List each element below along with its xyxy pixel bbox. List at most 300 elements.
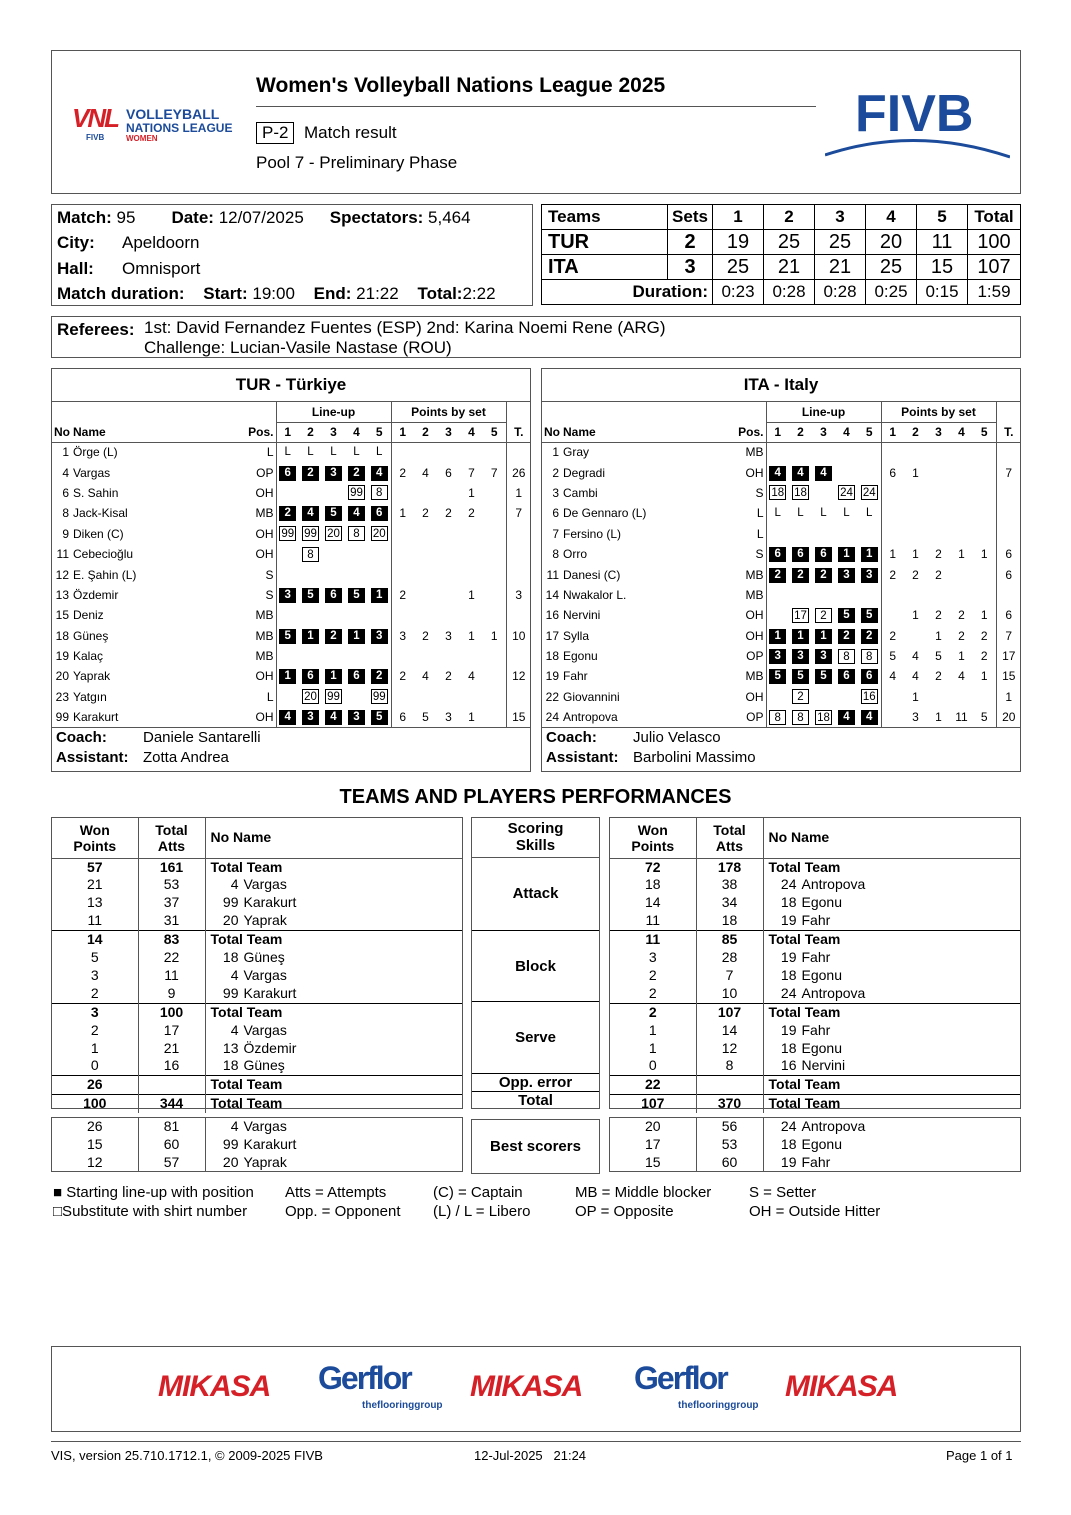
lineup-cell — [368, 462, 391, 482]
player-name: Güneş — [243, 949, 285, 966]
player-name: Antropova — [801, 876, 866, 893]
footer-rule — [51, 1441, 1021, 1442]
points-by-set: 2 — [935, 547, 942, 562]
points-by-set — [927, 585, 950, 605]
lineup-cell — [368, 585, 391, 605]
set-score: 21 — [815, 255, 866, 280]
player-position: OH — [255, 526, 274, 541]
total-time: 2:22 — [462, 284, 496, 303]
player-stat-row — [52, 1057, 462, 1075]
player-total-points — [506, 544, 531, 564]
player-total-points — [506, 646, 531, 666]
set-score: 21 — [764, 255, 815, 280]
match-duration — [57, 284, 496, 304]
won-points: 1 — [610, 1040, 696, 1058]
lineup-cell — [812, 646, 835, 666]
roster-content — [541, 368, 1021, 768]
lineup-cell — [766, 524, 789, 544]
substitute-number: 2 — [815, 608, 832, 623]
player-number: 18 — [545, 649, 559, 664]
won-points: 107 — [610, 1095, 696, 1113]
points-by-set — [904, 524, 927, 544]
player-number: 99 — [55, 710, 69, 725]
lineup-cell — [766, 646, 789, 666]
starting-position: 2 — [861, 629, 878, 644]
fivb-logo — [825, 85, 1010, 160]
lineup-cell — [322, 564, 345, 584]
player-ref — [205, 1136, 462, 1154]
won-points: 3 — [610, 949, 696, 967]
starting-position: 3 — [279, 588, 296, 603]
points-by-set: 2 — [422, 506, 429, 521]
points-by-set — [881, 707, 904, 727]
total-atts: 18 — [696, 912, 763, 930]
roster-col-headers — [541, 422, 1021, 442]
performance-header — [52, 818, 462, 858]
team-total-row — [610, 931, 1020, 949]
player-row — [51, 524, 531, 544]
footer-version: VIS, version 25.710.1712.1, © 2009-2025 FIVB — [51, 1448, 323, 1463]
total-atts: 38 — [696, 876, 763, 894]
col-total: T. — [996, 422, 1021, 442]
assistant-label: Assistant: — [546, 749, 619, 767]
total-atts: 60 — [696, 1154, 763, 1172]
player-number: 18 — [55, 628, 69, 643]
lineup-cell — [835, 544, 858, 564]
lineup-cell — [789, 666, 812, 686]
points-by-set — [460, 564, 483, 584]
no-name-header: No Name — [205, 818, 462, 858]
points-by-set — [927, 503, 950, 523]
player-position: L — [756, 526, 764, 541]
lineup-cell — [789, 585, 812, 605]
gerflor-tagline: theflooringgroup — [362, 1400, 443, 1411]
lineup-cell — [858, 544, 881, 564]
player-number: 24 — [780, 876, 797, 893]
player-position: OH — [255, 669, 274, 684]
substitute-number: 24 — [838, 485, 855, 500]
starting-position: 6 — [792, 547, 809, 562]
score-header-teams: Teams — [542, 205, 668, 230]
player-name: Total Team — [210, 1095, 283, 1112]
player-name: Sylla — [563, 628, 590, 643]
points-by-set — [927, 687, 950, 707]
doc-type: Match result — [304, 123, 397, 142]
player-name: Nwakalor L. — [563, 587, 627, 602]
substitute-number: 2 — [792, 689, 809, 704]
total-atts: 100 — [138, 1003, 205, 1021]
starting-position: 2 — [325, 629, 342, 644]
points-by-set — [927, 483, 950, 503]
starting-position: 2 — [792, 568, 809, 583]
player-position: L — [266, 689, 274, 704]
starting-position: 4 — [815, 466, 832, 481]
lineup-cell — [345, 483, 368, 503]
points-by-set — [950, 687, 973, 707]
lineup-cell — [276, 687, 299, 707]
player-name: Total Team — [768, 858, 841, 875]
gerflor-tagline: theflooringgroup — [678, 1400, 759, 1411]
libero-mark: L — [284, 446, 291, 459]
best-scorer-row — [52, 1154, 462, 1172]
player-name: Total Team — [768, 1095, 841, 1112]
col-points-set: 2 — [904, 422, 927, 442]
points-by-set: 3 — [391, 626, 414, 646]
points-by-set: 2 — [391, 666, 414, 686]
starting-position: 1 — [325, 669, 342, 684]
won-points: 15 — [52, 1136, 138, 1154]
player-number: 4 — [230, 1118, 239, 1134]
points-by-set — [881, 483, 904, 503]
lineup-cell — [835, 605, 858, 625]
points-by-set: 5 — [935, 649, 942, 664]
player-total-points: 26 — [506, 462, 531, 482]
player-number: 19 — [55, 649, 69, 664]
lineup-cell — [368, 666, 391, 686]
won-points: 13 — [52, 894, 138, 912]
total-label: Total: — [417, 284, 463, 303]
team-total-row — [52, 1076, 462, 1095]
lineup-cell — [835, 462, 858, 482]
won-points: 18 — [610, 876, 696, 894]
points-by-set: 5 — [422, 710, 429, 725]
points-header: Points by set — [391, 402, 506, 422]
lineup-cell — [345, 687, 368, 707]
points-by-set — [414, 442, 437, 462]
player-ref — [763, 876, 1020, 894]
player-stat-row — [52, 949, 462, 967]
scoring-label: Scoring — [507, 820, 564, 837]
player-row — [541, 687, 1021, 707]
lineup-cell — [835, 707, 858, 727]
set-score: 25 — [866, 255, 917, 280]
points-by-set: 5 — [881, 646, 904, 666]
starting-position: 4 — [838, 710, 855, 725]
substitute-number: 16 — [861, 689, 878, 704]
points-by-set: 4 — [958, 669, 965, 684]
player-number: 4 — [230, 966, 239, 983]
skill-label: Opp. error — [472, 1073, 599, 1091]
substitute-number: 20 — [302, 689, 319, 704]
player-number: 13 — [55, 587, 69, 602]
points-by-set: 6 — [391, 707, 414, 727]
player-name: Karakurt — [243, 1135, 297, 1152]
col-points-set: 5 — [483, 422, 506, 442]
lineup-cell — [789, 687, 812, 707]
player-position: OH — [255, 485, 274, 500]
won-points: 2 — [610, 967, 696, 985]
lineup-cell — [766, 544, 789, 564]
lineup-cell — [812, 462, 835, 482]
player-number: 8 — [552, 547, 559, 562]
player-row — [51, 626, 531, 646]
legend-item: OH = Outside Hitter — [749, 1203, 881, 1220]
player-name: Özdemir — [73, 587, 119, 602]
player-number: 1 — [62, 445, 69, 460]
player-position: MB — [745, 445, 764, 460]
total-atts: 56 — [696, 1118, 763, 1136]
player-number: 11 — [546, 567, 559, 582]
points-by-set: 1 — [881, 544, 904, 564]
player-name: Örge (L) — [73, 445, 118, 460]
team-code: ITA — [542, 255, 668, 280]
player-name: Degradi — [563, 465, 606, 480]
player-position: OH — [255, 547, 274, 562]
player-number: 4 — [230, 876, 239, 893]
set-duration: 0:28 — [815, 280, 866, 305]
set-score: 25 — [764, 230, 815, 255]
player-number: 8 — [62, 506, 69, 521]
lineup-cell — [835, 483, 858, 503]
total-atts: 178 — [696, 858, 763, 876]
match-date: 12/07/2025 — [218, 207, 304, 227]
player-ref — [763, 1022, 1020, 1040]
player-row — [541, 462, 1021, 482]
points-by-set: 1 — [980, 669, 988, 684]
total-atts: 34 — [696, 894, 763, 912]
lineup-cell — [766, 483, 789, 503]
points-by-set — [460, 544, 483, 564]
player-position: OP — [746, 649, 764, 664]
points-by-set — [437, 605, 460, 625]
lineup-cell — [345, 462, 368, 482]
player-number: 99 — [222, 1135, 239, 1152]
starting-position: 2 — [838, 629, 855, 644]
page-title: Women's Volleyball Nations League 2025 — [256, 74, 666, 97]
points-by-set — [483, 544, 506, 564]
libero-mark: L — [353, 446, 360, 459]
lineup-cell — [812, 626, 835, 646]
lineup-cell — [322, 442, 345, 462]
player-name: Vargas — [243, 966, 287, 983]
lineup-cell — [368, 503, 391, 523]
legend-item: ■ Starting line-up with position — [53, 1184, 254, 1201]
starting-position: 4 — [371, 466, 388, 481]
coach-row — [546, 728, 1021, 748]
points-by-set: 4 — [468, 669, 475, 684]
lineup-cell — [276, 585, 299, 605]
points-by-set: 1 — [468, 628, 475, 643]
starting-position: 6 — [371, 506, 388, 521]
total-atts: 53 — [696, 1136, 763, 1154]
player-ref — [205, 985, 462, 1003]
total-duration: 1:59 — [968, 280, 1021, 305]
points-by-set: 1 — [912, 465, 919, 480]
player-number: 2 — [552, 465, 559, 480]
substitute-number: 99 — [279, 526, 296, 541]
libero-mark: L — [774, 507, 781, 520]
set-duration: 0:25 — [866, 280, 917, 305]
points-label: Points — [631, 837, 675, 854]
player-number: 20 — [222, 912, 239, 929]
starting-position: 5 — [279, 629, 296, 644]
player-ref — [763, 949, 1020, 967]
starting-position: 4 — [302, 506, 319, 521]
points-by-set — [973, 442, 996, 462]
points-by-set: 4 — [422, 465, 429, 480]
lineup-cell — [345, 646, 368, 666]
player-row — [541, 503, 1021, 523]
points-by-set: 1 — [468, 710, 475, 725]
player-name: De Gennaro (L) — [563, 506, 647, 521]
player-name: Vargas — [243, 876, 287, 893]
lineup-cell — [299, 646, 322, 666]
player-stat-row — [610, 894, 1020, 912]
points-by-set — [437, 687, 460, 707]
lineup-cell — [858, 503, 881, 523]
player-name: Total Team — [768, 931, 841, 948]
points-by-set — [437, 564, 460, 584]
points-by-set — [391, 524, 414, 544]
starting-position: 1 — [815, 629, 832, 644]
player-name: Giovannini — [563, 689, 620, 704]
player-ref — [763, 894, 1020, 912]
points-by-set — [391, 544, 414, 564]
best-scorers-right — [609, 1117, 1021, 1172]
col-lineup-set: 4 — [835, 422, 858, 442]
player-name: Egonu — [801, 966, 842, 983]
lineup-cell — [368, 544, 391, 564]
points-by-set — [950, 503, 973, 523]
substitute-number: 8 — [769, 710, 786, 725]
points-by-set: 1 — [980, 547, 988, 562]
player-row — [51, 564, 531, 584]
skill-label: Block — [472, 930, 599, 1002]
player-number: 18 — [780, 894, 797, 911]
lineup-cell — [299, 605, 322, 625]
player-total-points — [996, 503, 1021, 523]
player-name: Antropova — [563, 710, 618, 725]
gerflor-logo: Gerflor — [634, 1360, 727, 1396]
col-points-set: 4 — [950, 422, 973, 442]
total-atts: 37 — [138, 894, 205, 912]
substitute-number: 8 — [792, 710, 809, 725]
lineup-cell — [276, 462, 299, 482]
lineup-cell — [812, 666, 835, 686]
lineup-cell — [299, 442, 322, 462]
lineup-cell — [276, 646, 299, 666]
starting-position: 3 — [348, 710, 365, 725]
no-name-header: No Name — [763, 818, 1020, 858]
lineup-cell — [812, 483, 835, 503]
team-title: TUR - Türkiye — [51, 368, 531, 402]
total-atts: 83 — [138, 931, 205, 949]
libero-mark: L — [866, 507, 873, 520]
team-total-row — [52, 931, 462, 949]
points-by-set — [881, 605, 904, 625]
points-by-set: 7 — [468, 465, 475, 480]
points-by-set — [460, 524, 483, 544]
duration-row — [542, 280, 1021, 305]
set-score: 25 — [713, 255, 764, 280]
lineup-cell — [299, 626, 322, 646]
won-points: 15 — [610, 1154, 696, 1172]
points-by-set: 2 — [935, 608, 942, 623]
performance-rows — [52, 818, 462, 1113]
team-total-row — [52, 858, 462, 876]
player-total-points: 10 — [506, 626, 531, 646]
player-row — [541, 585, 1021, 605]
player-number: 4 — [230, 1021, 239, 1038]
player-stat-row — [52, 876, 462, 894]
lineup-cell — [322, 585, 345, 605]
lineup-cell — [322, 544, 345, 564]
lineup-cell — [299, 544, 322, 564]
fivb-logo-text: FIVB — [855, 85, 974, 143]
points-by-set — [414, 687, 437, 707]
player-total-points — [506, 687, 531, 707]
player-position: S — [265, 567, 274, 582]
points-by-set — [881, 442, 904, 462]
starting-position: 3 — [325, 466, 342, 481]
points-by-set — [414, 544, 437, 564]
lineup-cell — [835, 524, 858, 544]
score-header-set3: 3 — [815, 205, 866, 230]
lineup-cell — [766, 666, 789, 686]
starting-position: 6 — [348, 669, 365, 684]
starting-position: 1 — [838, 547, 855, 562]
starting-position: 3 — [861, 568, 878, 583]
points-by-set — [483, 564, 506, 584]
starting-position: 1 — [371, 588, 388, 603]
date-label: Date: — [171, 207, 214, 227]
assistant-name: Zotta Andrea — [143, 749, 229, 767]
total-atts: 11 — [138, 967, 205, 985]
starting-position: 5 — [792, 669, 809, 684]
starting-position: 4 — [861, 710, 878, 725]
player-row — [541, 544, 1021, 564]
points-by-set — [904, 483, 927, 503]
points-by-set — [460, 442, 483, 462]
player-number: 19 — [780, 912, 797, 929]
footer-page: Page 1 of 1 — [946, 1448, 1013, 1463]
starting-position: 2 — [815, 568, 832, 583]
legend-item: Atts = Attempts — [285, 1184, 387, 1201]
lineup-cell — [789, 605, 812, 625]
lineup-cell — [789, 564, 812, 584]
lineup-cell — [812, 585, 835, 605]
lineup-cell — [368, 707, 391, 727]
player-stat-row — [610, 985, 1020, 1003]
col-no: No — [541, 422, 563, 442]
lineup-cell — [276, 503, 299, 523]
libero-mark: L — [843, 507, 850, 520]
sets-won: 3 — [668, 255, 713, 280]
won-points: 0 — [52, 1057, 138, 1075]
lineup-cell — [276, 544, 299, 564]
start-label: Start: — [203, 284, 248, 303]
starting-position: 1 — [792, 629, 809, 644]
total-atts: 81 — [138, 1118, 205, 1136]
performance-title: TEAMS AND PLAYERS PERFORMANCES — [339, 786, 732, 808]
player-name: Egonu — [801, 1039, 842, 1056]
player-total-points: 7 — [996, 626, 1021, 646]
scoring-skills-column — [471, 817, 600, 1109]
points-by-set — [414, 646, 437, 666]
player-ref — [205, 1022, 462, 1040]
points-by-set — [950, 524, 973, 544]
lineup-cell — [835, 687, 858, 707]
lineup-cell — [322, 503, 345, 523]
starting-position: 1 — [302, 629, 319, 644]
starting-position: 4 — [792, 466, 809, 481]
lineup-cell — [276, 483, 299, 503]
col-lineup-set: 2 — [789, 422, 812, 442]
lineup-cell — [322, 646, 345, 666]
points-by-set — [973, 462, 996, 482]
won-points: 26 — [52, 1118, 138, 1136]
player-total-points — [996, 442, 1021, 462]
